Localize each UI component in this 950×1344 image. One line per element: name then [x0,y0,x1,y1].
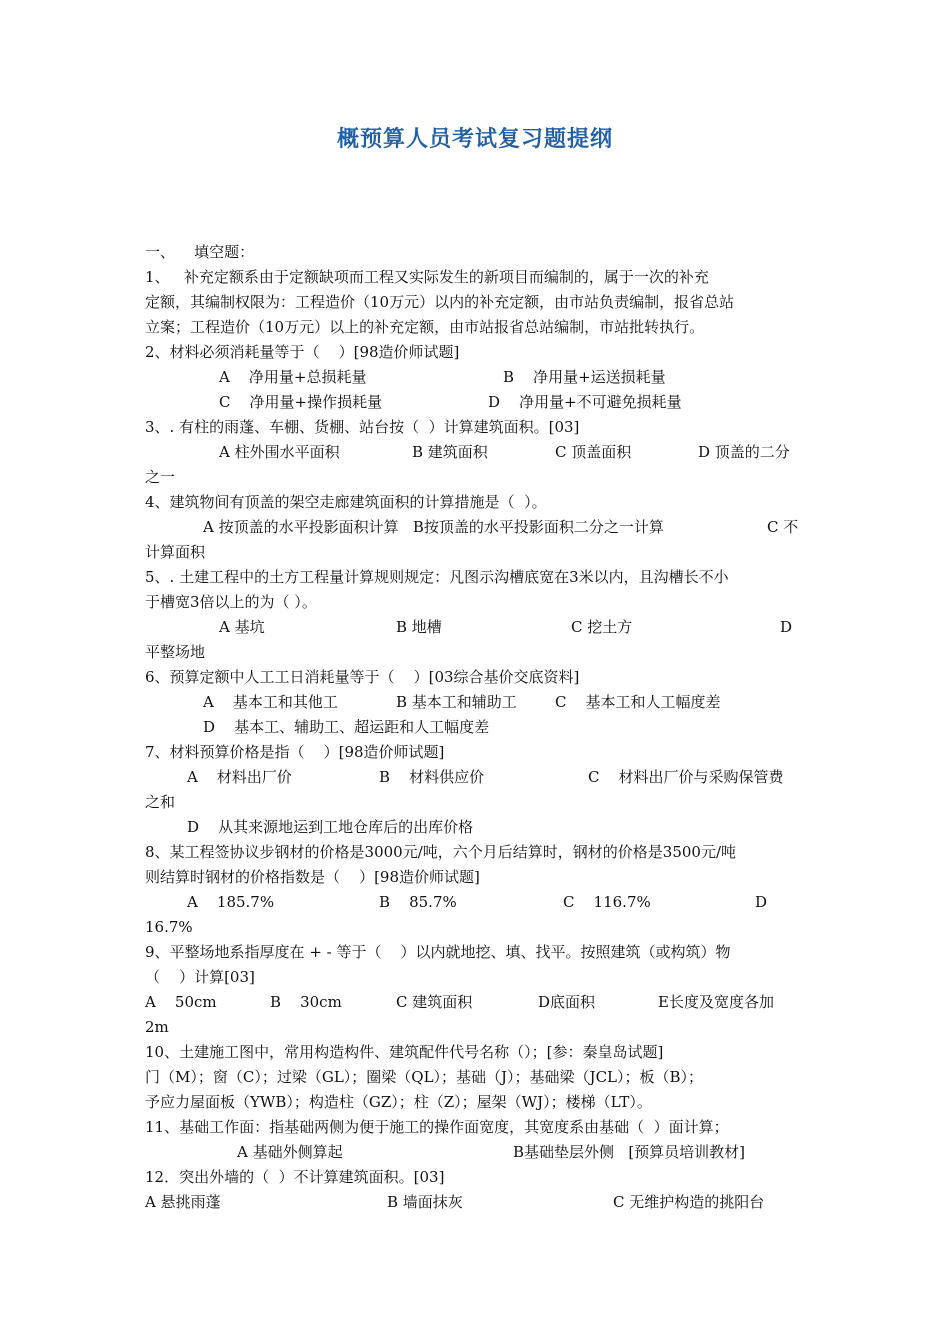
q3-stem: 3、. 有柱的雨蓬、车棚、货棚、站台按（ ）计算建筑面积。[03] [145,418,580,436]
q1-line-2: 定额，其编制权限为：工程造价（10万元）以内的补充定额，由市站负责编制，报省总站 [145,293,735,311]
q6-option-b: B 基本工和辅助工 [396,693,517,711]
q9-option-a: A 50cm [145,993,217,1011]
q7-stem: 7、材料预算价格是指（ ）[98造价师试题] [145,743,445,761]
q4-option-c: C 不 [767,518,799,536]
q3-option-a: A 柱外围水平面积 [219,443,340,461]
q12-stem: 12．突出外墙的（ ）不计算建筑面积。[03] [145,1168,445,1186]
q2-option-b: B 净用量+运送损耗量 [503,368,666,386]
q5-option-a: A 基坑 [219,618,265,636]
q11-option-b: B基础垫层外侧 [预算员培训教材] [513,1143,746,1161]
q7-option-c: C 材料出厂价与采购保管费 [588,768,784,786]
q1-line-3: 立案；工程造价（10万元）以上的补充定额，由市站报省总站编制，市站批转执行。 [145,318,705,336]
q10-line-2: 门（M）；窗（C）；过梁（GL）；圈梁（QL）；基础（J）；基础梁（JCL）；板（B）； [145,1068,704,1086]
q6-option-a: A 基本工和其他工 [203,693,338,711]
q8-option-d: D [755,893,768,911]
q7-option-d: D 从其来源地运到工地仓库后的出库价格 [187,818,474,836]
q3-option-c: C 顶盖面积 [555,443,632,461]
q8-option-a: A 185.7% [187,893,275,911]
q9-option-e: E长度及宽度各加 [658,993,774,1011]
q2-option-c: C 净用量+操作损耗量 [219,393,383,411]
q4-stem: 4、建筑物间有顶盖的架空走廊建筑面积的计算措施是（ ）。 [145,493,547,511]
q4-option-c-cont: 计算面积 [145,543,206,561]
q7-option-b: B 材料供应价 [379,768,485,786]
q11-option-a: A 基础外侧算起 [237,1143,343,1161]
q5-option-b: B 地槽 [396,618,442,636]
q5-option-d: D [780,618,793,636]
q9-stem-1: 9、平整场地系指厚度在 + - 等于（ ）以内就地挖、填、找平。按照建筑（或构筑）物 [145,943,731,961]
q10-line-3: 予应力屋面板（YWB）；构造柱（GZ）；柱（Z）；屋架（WJ）；楼梯（LT）。 [145,1093,652,1111]
page-title: 概预算人员考试复习题提纲 [336,127,613,152]
q6-stem: 6、预算定额中人工工日消耗量等于（ ）[03综合基价交底资料] [145,668,580,686]
q2-option-d: D 净用量+不可避免损耗量 [488,393,682,411]
q8-option-d-cont: 16.7% [145,918,193,936]
q6-option-c: C 基本工和人工幅度差 [555,693,721,711]
q4-options-ab: A 按顶盖的水平投影面积计算 B按顶盖的水平投影面积二分之一计算 [203,518,664,536]
q12-option-a: A 悬挑雨蓬 [145,1193,221,1211]
q9-stem-2: （ ）计算[03] [145,968,255,986]
q9-option-e-cont: 2m [145,1018,169,1036]
q8-option-c: C 116.7% [563,893,651,911]
q8-option-b: B 85.7% [379,893,457,911]
q9-option-c: C 建筑面积 [396,993,473,1011]
q8-stem-2: 则结算时钢材的价格指数是（ ）[98造价师试题] [145,868,480,886]
q7-option-c-cont: 之和 [145,793,176,811]
q10-stem: 10、土建施工图中，常用构造构件、建筑配件代号名称（）；[参：秦皇岛试题] [145,1043,664,1061]
q9-option-d: D底面积 [538,993,596,1011]
q3-option-d-cont: 之一 [145,468,176,486]
q12-option-c: C 无维护构造的挑阳台 [613,1193,765,1211]
q11-stem: 11、基础工作面：指基础两侧为便于施工的操作面宽度，其宽度系由基础（ ）面计算； [145,1118,729,1136]
q5-option-d-cont: 平整场地 [145,643,206,661]
q7-option-a: A 材料出厂价 [187,768,292,786]
q8-stem-1: 8、某工程签协议步钢材的价格是3000元/吨，六个月后结算时，钢材的价格是3500元/吨 [145,843,737,861]
q12-option-b: B 墙面抹灰 [387,1193,463,1211]
section-heading: 一、 填空题： [145,243,255,261]
q3-option-d: D 顶盖的二分 [698,443,790,461]
q3-option-b: B 建筑面积 [412,443,488,461]
q9-option-b: B 30cm [270,993,342,1011]
q1-line-1: 1、 补充定额系由于定额缺项而工程又实际发生的新项目而编制的，属于一次的补充 [145,268,709,286]
q5-stem-2: 于槽宽3倍以上的为（ ）。 [145,593,317,611]
q2-stem: 2、材料必须消耗量等于（ ）[98造价师试题] [145,343,460,361]
q5-option-c: C 挖土方 [571,618,633,636]
q2-option-a: A 净用量+总损耗量 [219,368,367,386]
q6-option-d: D 基本工、辅助工、超运距和人工幅度差 [203,718,490,736]
q5-stem-1: 5、. 土建工程中的土方工程量计算规则规定：凡图示沟槽底宽在3米以内，且沟槽长不小 [145,568,729,586]
